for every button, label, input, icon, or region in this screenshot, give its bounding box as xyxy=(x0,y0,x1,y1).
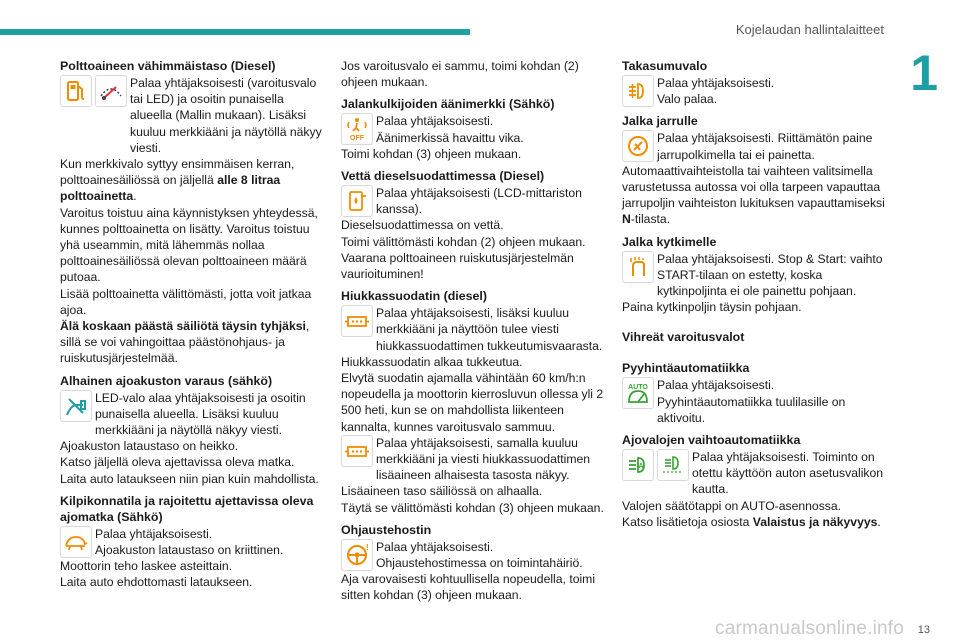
indicator-block xyxy=(622,251,890,300)
water-in-filter-icon xyxy=(341,185,373,217)
high-beam-icon xyxy=(657,449,689,481)
indicator-block xyxy=(60,526,322,558)
paragraph: Elvytä suodatin ajamalla vähintään 60 km/h:n nopeudella ja moottorin kierrosluvun ollessa yli 2 500 heti, kun se on mahdollista liikenteen kannalta, kunnes varoitusvalo sammuu. xyxy=(341,371,604,434)
emphasis: Älä koskaan päästä säiliötä täysin tyhjäksi xyxy=(60,319,306,334)
emphasis: alle 8 litraa polttoainetta xyxy=(60,173,281,204)
text: Ohjaustehostimessa on toimintahäiriö. xyxy=(376,556,583,571)
paragraph: Laita auto lataukseen niin pian kuin mahdollista. xyxy=(60,471,319,486)
chapter-number: 1 xyxy=(910,45,938,101)
section-title: Alhainen ajoakuston varaus (sähkö) xyxy=(60,373,273,388)
section-title: Vihreät varoitusvalot xyxy=(622,330,745,345)
turtle-icon xyxy=(60,526,92,558)
steering-wheel-warning-icon xyxy=(341,539,373,571)
section-text: Palaa yhtäjaksoisesti, lisäksi kuuluu merkkiääni ja näyttöön tulee viesti hiukkassuodattimen tukkeutumisvaarasta. xyxy=(376,306,603,353)
section-text: LED-valo alaa yhtäjaksoisesti ja osoitin punaisella alueella. Lisäksi kuuluu merkkiääni ja näytöllä näkyy viesti. xyxy=(95,390,306,438)
paragraph: Paina kytkinpoljin täysin pohjaan. xyxy=(622,300,802,315)
section-text: Palaa yhtäjaksoisesti, samalla kuuluu merkkiääni ja viesti hiukkassuodattimen lisäaineen alhaisesta tasosta näkyy. xyxy=(376,435,591,483)
section-title: Jalka jarrulle xyxy=(622,114,698,129)
indicator-block xyxy=(60,390,322,439)
indicator-block xyxy=(341,113,609,145)
section-title: Hiukkassuodatin (diesel) xyxy=(341,289,487,304)
paragraph: Toimi kohdan (3) ohjeen mukaan. xyxy=(341,146,522,161)
paragraph xyxy=(60,318,322,367)
paragraph: Dieselsuodattimessa on vettä. xyxy=(341,218,504,233)
paragraph: Varoitus toistuu aina käynnistyksen yhteydessä, kunnes polttoainetta on lisätty. Varoitus toistuu yhä useammin, mitä lähemmäs nollaa polttoainesäiliössä olevan polttoaineen määrä putoaa. xyxy=(60,205,318,285)
watermark: carmanualsonline.info xyxy=(715,618,905,639)
battery-charge-plug-icon xyxy=(60,390,92,422)
paragraph: Valojen säätötappi on AUTO-asennossa. xyxy=(622,498,842,513)
auto-wiper-icon xyxy=(622,377,654,409)
cross-reference-link[interactable]: Valaistus ja näkyvyys xyxy=(752,514,878,529)
text: Valo palaa. xyxy=(657,92,718,107)
paragraph: Vaarana polttoaineen ruiskutusjärjestelmän vaurioituminen! xyxy=(341,250,574,282)
text: Palaa yhtäjaksoisesti. xyxy=(95,526,213,541)
indicator-block xyxy=(341,435,609,484)
paragraph xyxy=(60,156,322,205)
pedestrian-sound-off-icon xyxy=(341,113,373,145)
spacer xyxy=(622,315,890,323)
section-title: Takasumuvalo xyxy=(622,59,708,73)
particle-filter-icon xyxy=(341,305,373,337)
indicator-block xyxy=(341,185,609,217)
icon-label: OFF xyxy=(350,135,364,143)
text: . xyxy=(133,189,137,204)
section-title: Pyyhintäautomatiikka xyxy=(622,361,750,376)
indicator-block xyxy=(622,130,890,162)
page-number: 13 xyxy=(917,624,930,636)
indicator-block xyxy=(622,377,890,426)
header-accent-bar xyxy=(0,29,470,35)
text: Äänimerkissä havaittu vika. xyxy=(376,130,524,145)
foot-on-clutch-icon xyxy=(622,251,654,283)
section-text xyxy=(376,113,609,145)
section-text: Palaa yhtäjaksoisesti. Stop & Start: vaihto START-tilaan on estetty, koska kytkinpoljinta ei ole painettu pohjaan. xyxy=(657,251,883,299)
paragraph: Lisäaineen taso säiliössä on alhaalla. xyxy=(341,484,543,499)
chapter-title: Kojelaudan hallintalaitteet xyxy=(735,22,884,37)
icon-label: AUTO xyxy=(628,384,648,392)
paragraph: Moottorin teho laskee asteittain. xyxy=(60,559,233,574)
paragraph xyxy=(622,163,890,228)
paragraph xyxy=(622,514,890,530)
section-title: Ohjaustehostin xyxy=(341,522,432,537)
text: . xyxy=(877,514,881,529)
paragraph: Lisää polttoainetta välittömästi, jotta voit jatkaa ajoa. xyxy=(60,286,312,317)
section-text: Palaa yhtäjaksoisesti. Toiminto on otettu käyttöön auton asetusvalikon kautta. xyxy=(692,450,884,497)
foot-on-brake-icon xyxy=(622,130,654,162)
indicator-block xyxy=(341,539,609,571)
paragraph: Täytä se välittömästi kohdan (3) ohjeen mukaan. xyxy=(341,500,604,515)
paragraph: Aja varovaisesti kohtuullisella nopeudella, toimi sitten kohdan (3) ohjeen mukaan. xyxy=(341,572,596,603)
paragraph: Ajoakuston lataustaso on heikko. xyxy=(60,439,239,454)
emphasis: N xyxy=(622,212,631,227)
paragraph: Toimi välittömästi kohdan (2) ohjeen mukaan. xyxy=(341,234,586,249)
indicator-block xyxy=(60,75,322,156)
section-title: Vettä dieselsuodattimessa (Diesel) xyxy=(341,169,545,184)
column-1 xyxy=(60,58,322,591)
text: -tilasta. xyxy=(630,212,671,227)
section-text: Palaa yhtäjaksoisesti. Riittämätön paine jarrupolkimella tai ei painetta. xyxy=(657,131,873,162)
indicator-block xyxy=(622,75,890,107)
section-title: Jalankulkijoiden äänimerkki (Sähkö) xyxy=(341,97,555,112)
indicator-block xyxy=(622,449,890,498)
text: Kun merkkivalo syttyy ensimmäisen kerran, polttoainesäiliössä on jäljellä xyxy=(60,157,295,188)
section-title: Jalka kytkimelle xyxy=(622,234,717,249)
text: Automaattivaihteistolla tai vaihteen valitsimella varustetussa autossa voi olla tarpeen vapauttaa jarrupoljin vaihteiston lukituksen vapauttamiseksi xyxy=(622,163,885,211)
svg-text:A: A xyxy=(638,463,644,471)
text: Palaa yhtäjaksoisesti. xyxy=(376,114,494,129)
section-text xyxy=(657,75,890,107)
section-text: Palaa yhtäjaksoisesti (varoitusvalo tai LED) ja osoitin punaisella alueella (Mallin mukaan). Lisäksi kuuluu merkkiääni ja näytöllä näkyy viesti. xyxy=(130,76,322,155)
text: Palaa yhtäjaksoisesti. xyxy=(376,539,494,554)
paragraph: Jos varoitusvalo ei sammu, toimi kohdan (2) ohjeen mukaan. xyxy=(341,59,579,90)
particle-filter-icon xyxy=(341,435,373,467)
svg-text:!: ! xyxy=(366,542,369,552)
section-title: Ajovalojen vaihtoautomatiikka xyxy=(622,433,801,448)
column-2 xyxy=(341,58,609,604)
section-text xyxy=(95,526,322,558)
paragraph: Laita auto ehdottomasti lataukseen. xyxy=(60,575,253,590)
fuel-gauge-icon xyxy=(95,75,127,107)
section-title: Kilpikonnatila ja rajoitettu ajettavissa oleva ajomatka (Sähkö) xyxy=(60,493,314,524)
rear-fog-light-icon xyxy=(622,75,654,107)
auto-headlight-icon xyxy=(622,449,654,481)
text: Ajoakuston lataustaso on kriittinen. xyxy=(95,543,284,558)
section-title: Polttoaineen vähimmäistaso (Diesel) xyxy=(60,59,276,73)
indicator-block xyxy=(341,305,609,354)
paragraph: Katso jäljellä oleva ajettavissa oleva matka. xyxy=(60,455,295,470)
spacer xyxy=(622,346,890,354)
section-text xyxy=(376,539,609,571)
text: Katso lisätietoja osiosta xyxy=(622,514,753,529)
section-text: Palaa yhtäjaksoisesti. Pyyhintäautomatiikka tuulilasille on aktivoitu. xyxy=(657,378,846,425)
column-3 xyxy=(622,58,890,530)
section-text: Palaa yhtäjaksoisesti (LCD-mittariston kanssa). xyxy=(376,186,582,217)
fuel-pump-icon xyxy=(60,75,92,107)
text: Palaa yhtäjaksoisesti. xyxy=(657,76,775,90)
paragraph: Hiukkassuodatin alkaa tukkeutua. xyxy=(341,354,523,369)
text: , sillä se voi vahingoittaa päästönohjaus- ja ruiskutusjärjestelmää. xyxy=(60,319,310,366)
